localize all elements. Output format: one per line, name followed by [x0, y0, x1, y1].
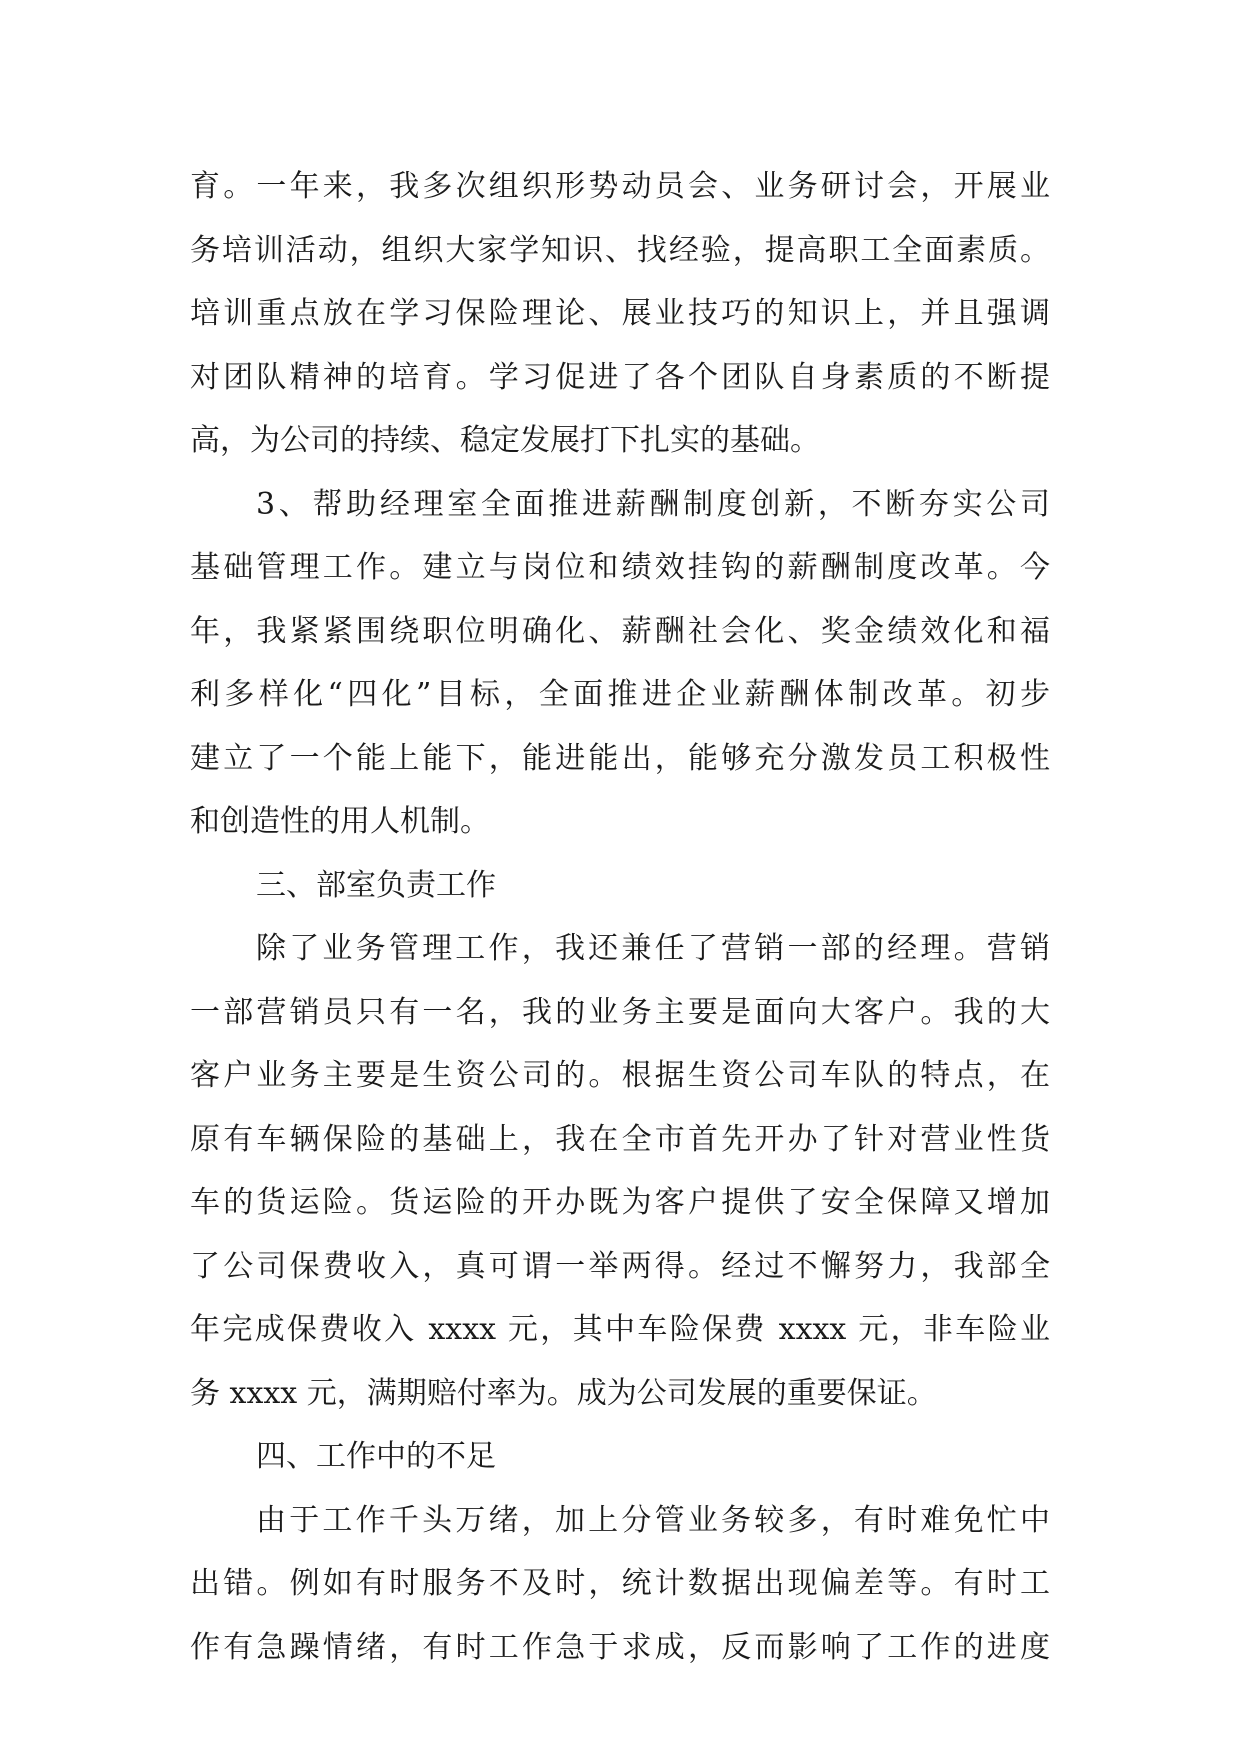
document-body	[190, 155, 1050, 1679]
text-line: 了公司保费收入，真可谓一举两得。经过不懈努力，我部全	[190, 1248, 1050, 1284]
text-line: 出错。例如有时服务不及时，统计数据出现偏差等。有时工	[190, 1566, 1050, 1601]
section-heading: 三、部室负责工作	[256, 867, 496, 903]
text-line: 原有车辆保险的基础上，我在全市首先开办了针对营业性货	[190, 1121, 1050, 1157]
text-line: 利多样化“四化”目标，全面推进企业薪酬体制改革。初步	[190, 677, 1050, 712]
text-line: 作有急躁情绪，有时工作急于求成，反而影响了工作的进度	[190, 1629, 1050, 1665]
text-line: 一部营销员只有一名，我的业务主要是面向大客户。我的大	[190, 994, 1050, 1030]
text-line: 育。一年来，我多次组织形势动员会、业务研讨会，开展业	[190, 169, 1050, 204]
text-line: 培训重点放在学习保险理论、展业技巧的知识上，并且强调	[190, 296, 1050, 331]
section-heading: 四、工作中的不足	[256, 1439, 496, 1474]
text-line: 客户业务主要是生资公司的。根据生资公司车队的特点，在	[190, 1058, 1050, 1093]
text-line: 除了业务管理工作，我还兼任了营销一部的经理。营销	[256, 931, 1050, 966]
text-line: 高，为公司的持续、稳定发展打下扎实的基础。	[190, 423, 820, 458]
text-line: 基础管理工作。建立与岗位和绩效挂钩的薪酬制度改革。今	[190, 550, 1050, 585]
text-line: 建立了一个能上能下，能进能出，能够充分激发员工积极性	[190, 740, 1050, 776]
text-line: 对团队精神的培育。学习促进了各个团队自身素质的不断提	[190, 359, 1050, 395]
text-line: 由于工作千头万绪，加上分管业务较多，有时难免忙中	[256, 1502, 1050, 1538]
text-line: 年，我紧紧围绕职位明确化、薪酬社会化、奖金绩效化和福	[190, 613, 1050, 649]
text-line: 务 xxxx 元，满期赔付率为。成为公司发展的重要保证。	[190, 1375, 937, 1411]
text-line: 务培训活动，组织大家学知识、找经验，提高职工全面素质。	[190, 232, 1050, 268]
text-line: 车的货运险。货运险的开办既为客户提供了安全保障又增加	[190, 1185, 1050, 1220]
text-line: 年完成保费收入 xxxx 元，其中车险保费 xxxx 元，非车险业	[190, 1312, 1050, 1347]
text-line: 和创造性的用人机制。	[190, 804, 490, 839]
text-line: 3、帮助经理室全面推进薪酬制度创新，不断夯实公司	[256, 486, 1050, 522]
